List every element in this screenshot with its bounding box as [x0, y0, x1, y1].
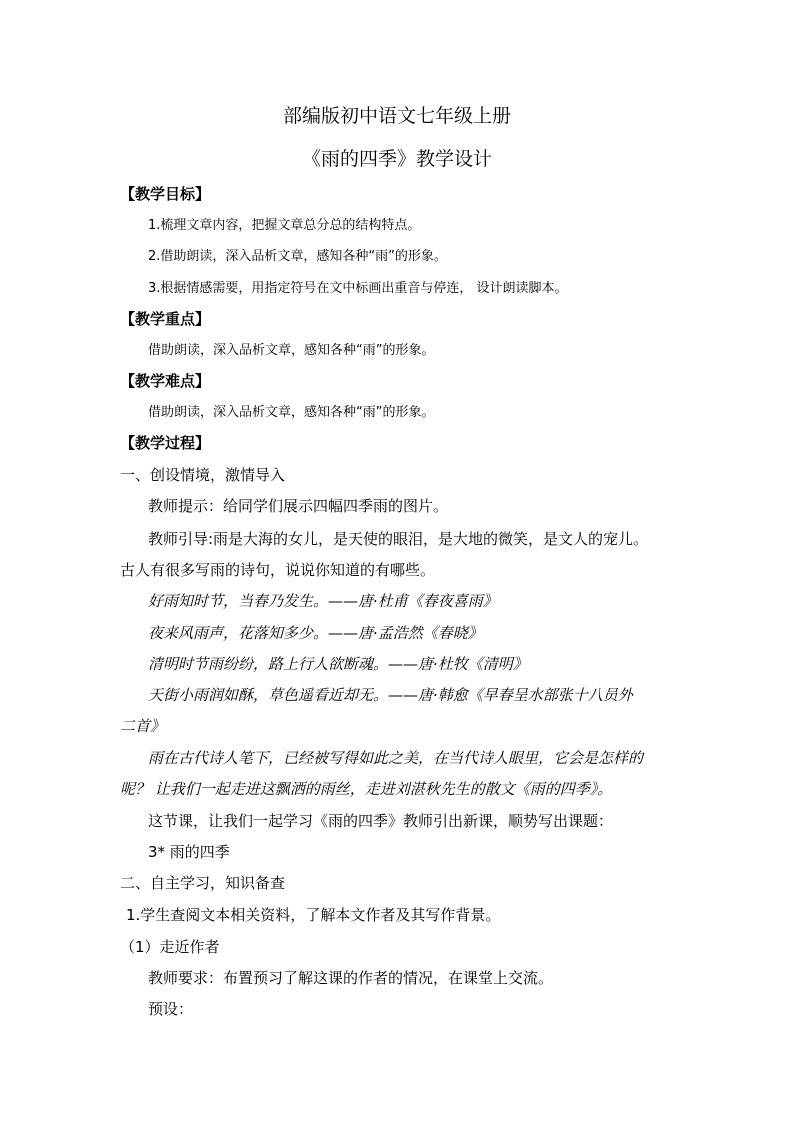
poem-line: 好雨知时节，当春乃发生。——唐·杜甫《春夜喜雨》	[148, 592, 498, 610]
teacher-guide-line: 教师引导:雨是大海的女儿，是天使的眼泪，是大地的微笑，是文人的宠儿。	[148, 530, 649, 548]
section-heading-difficulties: 【教学难点】	[120, 372, 211, 390]
poem-line: 二首》	[120, 717, 166, 735]
lesson-intro: 这节课，让我们一起学习《雨的四季》教师引出新课，顺势写出课题：	[148, 812, 614, 830]
objective-item: 3.根据情感需要，用指定符号在文中标画出重音与停连， 设计朗读脚本。	[148, 281, 568, 296]
part2-item: 1.学生查阅文本相关资料，了解本文作者及其写作背景。	[126, 906, 501, 924]
key-points-text: 借助朗读，深入品析文章，感知各种“雨”的形象。	[148, 343, 435, 358]
poem-line: 天街小雨润如酥，草色遥看近却无。——唐·韩愈《早春呈水部张十八员外	[148, 686, 633, 704]
objective-item: 1.梳理文章内容，把握文章总分总的结构特点。	[148, 218, 421, 233]
preset-label: 预设：	[148, 1000, 194, 1018]
section-heading-process: 【教学过程】	[120, 434, 211, 452]
section-heading-key-points: 【教学重点】	[120, 310, 211, 328]
teacher-requirement: 教师要求：布置预习了解这课的作者的情况，在课堂上交流。	[148, 969, 554, 987]
document-title: 部编版初中语文七年级上册	[282, 105, 511, 127]
teacher-guide-line: 古人有很多写雨的诗句，说说你知道的有哪些。	[120, 561, 436, 579]
teacher-hint: 教师提示：给同学们展示四幅四季雨的图片。	[148, 497, 449, 515]
part1-heading: 一、创设情境，激情导入	[120, 466, 286, 484]
lesson-title: 3* 雨的四季	[148, 843, 230, 861]
objective-item: 2.借助朗读，深入品析文章，感知各种“雨”的形象。	[148, 249, 447, 264]
part2-subheading: （1）走近作者	[120, 938, 220, 956]
section-heading-objectives: 【教学目标】	[120, 185, 211, 203]
document-subtitle: 《雨的四季》教学设计	[301, 148, 492, 170]
poem-line: 清明时节雨纷纷，路上行人欲断魂。——唐·杜牧《清明》	[148, 655, 528, 673]
poem-line: 夜来风雨声，花落知多少。——唐·孟浩然《春晓》	[148, 624, 483, 642]
difficulties-text: 借助朗读，深入品析文章，感知各种“雨”的形象。	[148, 405, 435, 420]
transition-line: 雨在古代诗人笔下，已经被写得如此之美，在当代诗人眼里，它会是怎样的	[148, 749, 644, 767]
part2-heading: 二、自主学习，知识备查	[120, 874, 286, 892]
transition-line: 呢？ 让我们一起走进这飘洒的雨丝，走进刘湛秋先生的散文《雨的四季》。	[120, 780, 613, 798]
